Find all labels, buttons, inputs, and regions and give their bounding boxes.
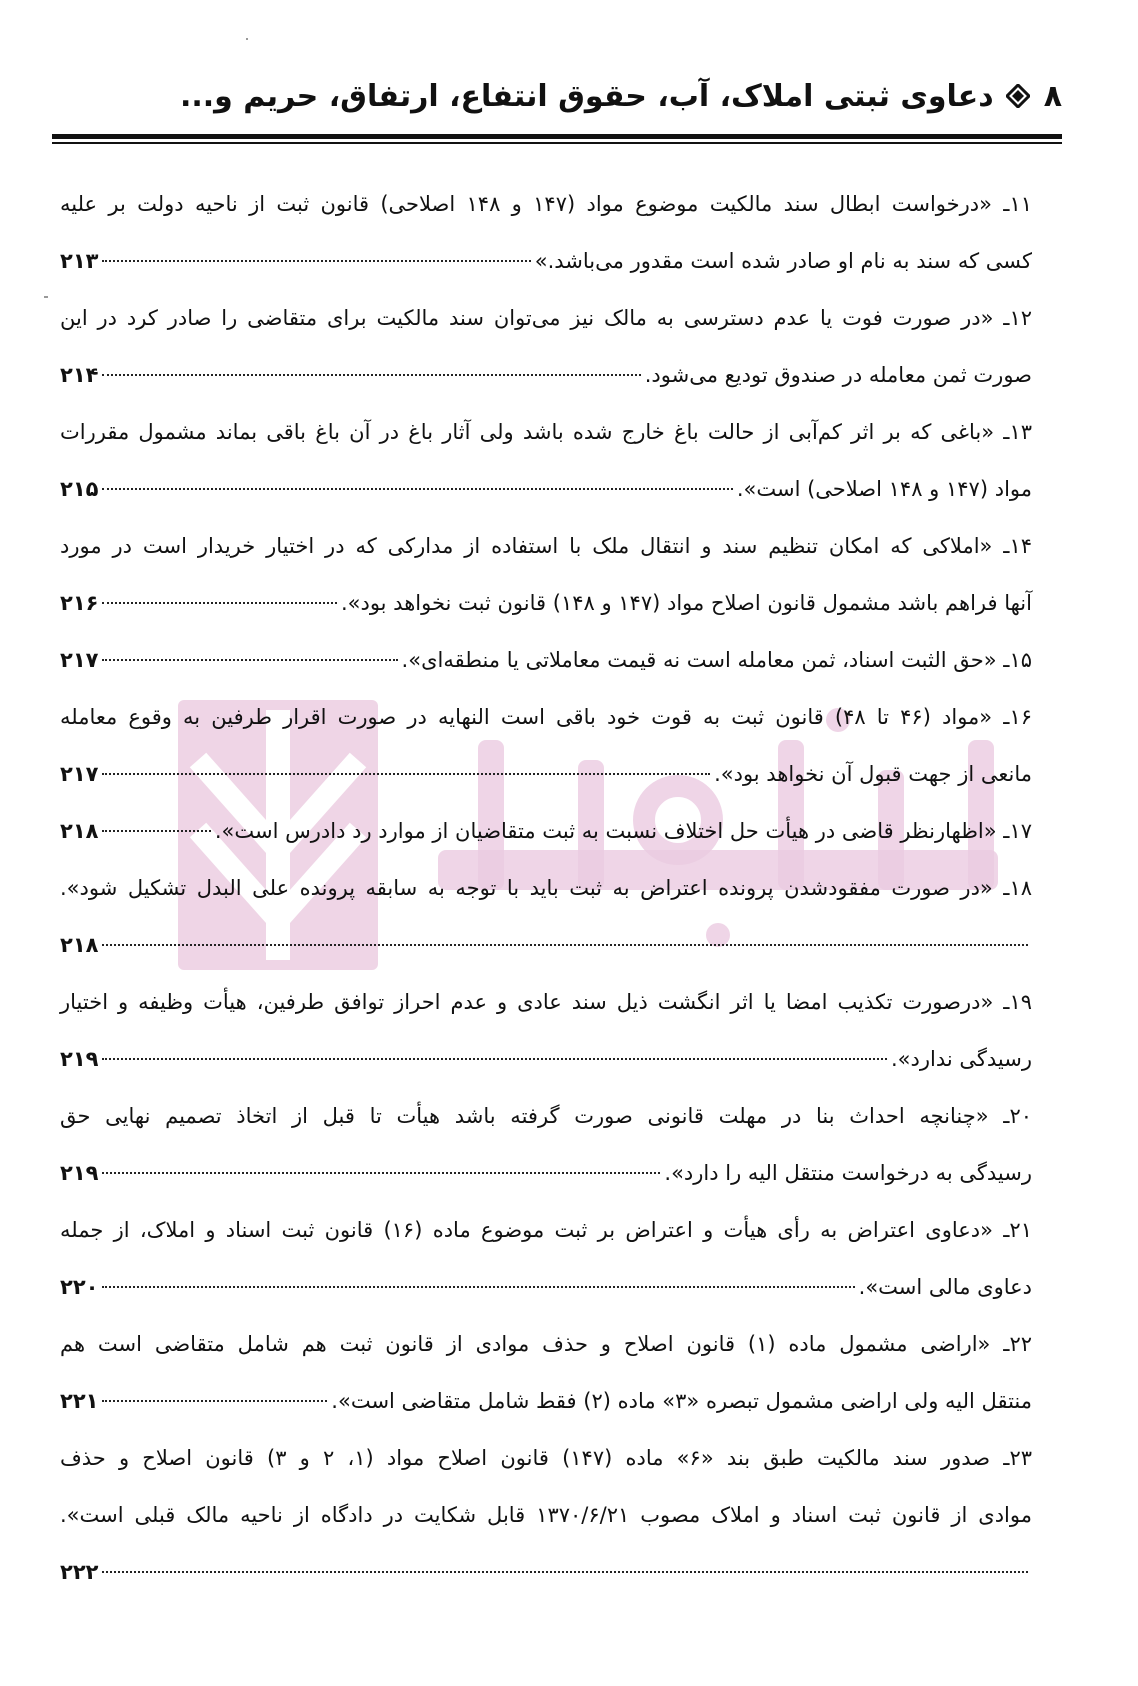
- entry-text: منتقل الیه ولی اراضی مشمول تبصره «۳» ماده (۲) فقط شامل متقاضی است».: [331, 1389, 1032, 1413]
- entry-page-number: ۲۲۰: [60, 1275, 99, 1299]
- scan-speck: [246, 38, 248, 40]
- entry-line: [60, 290, 1032, 347]
- contents-list: [60, 176, 1032, 1601]
- dot-leader: [102, 1400, 327, 1402]
- entry-text: رسیدگی به درخواست منتقل الیه را دارد».: [664, 1161, 1032, 1185]
- entry-text: آنها فراهم باشد مشمول قانون اصلاح مواد (۱۴۷ و ۱۴۸) قانون ثبت نخواهد بود».: [340, 591, 1032, 615]
- contents-entry: [60, 404, 1032, 518]
- contents-entry: [60, 1202, 1032, 1316]
- dot-leader: [102, 1286, 854, 1288]
- entry-page-number: ۲۱۴: [60, 363, 99, 387]
- entry-text: ۲۲ـ «اراضی مشمول ماده (۱) قانون اصلاح و حذف موادی از قانون ثبت هم شامل متقاضی است هم: [60, 1332, 1032, 1356]
- entry-page-number: ۲۱۳: [60, 249, 99, 273]
- entry-line: [60, 1088, 1032, 1145]
- entry-line: [60, 176, 1032, 233]
- entry-page-number: ۲۱۸: [60, 819, 99, 843]
- entry-text: ۱۴ـ «املاکی که امکان تنظیم سند و انتقال ملک با استفاده از مدارکی که در اختیار خریدار است در مورد: [60, 534, 1032, 558]
- entry-text: مانعی از جهت قبول آن نخواهد بود».: [714, 762, 1032, 786]
- contents-entry: [60, 860, 1032, 974]
- contents-entry: [60, 1088, 1032, 1202]
- entry-text: ۲۳ـ صدور سند مالکیت طبق بند «۶» ماده (۱۴۷) قانون اصلاح مواد (۱، ۲ و ۳) قانون اصلاح و حذف: [60, 1446, 1032, 1470]
- running-header: [52, 66, 1062, 126]
- entry-line: [60, 461, 1032, 518]
- entry-line: [60, 746, 1032, 803]
- entry-line: [60, 1373, 1032, 1430]
- entry-line: [60, 860, 1032, 917]
- entry-line: [60, 632, 1032, 689]
- dot-leader: [102, 602, 336, 604]
- header-rule-thin: [52, 142, 1062, 144]
- entry-text: ۱۸ـ «در صورت مفقودشدن پرونده اعتراض به ثبت باید با توجه به سابقه پرونده علی البدل تشکیل شود».: [60, 876, 1032, 900]
- entry-text: ۱۷ـ «اظهارنظر قاضی در هیأت حل اختلاف نسبت به ثبت متقاضیان از موارد رد دادرس است».: [214, 819, 1032, 843]
- entry-line: [60, 233, 1032, 290]
- contents-entry: [60, 518, 1032, 632]
- entry-line: [60, 575, 1032, 632]
- entry-text: ۱۱ـ «درخواست ابطال سند مالکیت موضوع مواد (۱۴۷ و ۱۴۸ اصلاحی) قانون ثبت از ناحیه دولت بر علیه: [60, 192, 1032, 216]
- entry-text: ۲۱ـ «دعاوی اعتراض به رأی هیأت و اعتراض بر ثبت موضوع ماده (۱۶) قانون ثبت اسناد و املاک، از جمله: [60, 1218, 1032, 1242]
- diamond-ornament-icon: [1006, 84, 1030, 108]
- entry-page-number: ۲۱۹: [60, 1047, 99, 1071]
- contents-entry: [60, 974, 1032, 1088]
- entry-page-number: ۲۲۲: [60, 1560, 99, 1584]
- entry-text: ۲۰ـ «چنانچه احداث بنا در مهلت قانونی صورت گرفته باشد هیأت تا قبل از اتخاذ تصمیم نهایی حق: [60, 1104, 1032, 1128]
- contents-entry: [60, 1430, 1032, 1601]
- dot-leader: [102, 773, 710, 775]
- dot-leader: [102, 488, 732, 490]
- dot-leader: [102, 260, 530, 262]
- entry-text: موادی از قانون ثبت اسناد و املاک مصوب ۱۳۷۰/۶/۲۱ قابل شکایت در دادگاه از ناحیه مالک قبلی است».: [60, 1503, 1032, 1527]
- entry-text: ۱۵ـ «حق الثبت اسناد، ثمن معامله است نه قیمت معاملاتی یا منطقه‌ای».: [401, 648, 1032, 672]
- entry-line: [60, 1145, 1032, 1202]
- entry-text: دعاوی مالی است».: [858, 1275, 1032, 1299]
- entry-page-number: ۲۲۱: [60, 1389, 99, 1413]
- entry-line: [60, 803, 1032, 860]
- entry-text: رسیدگی ندارد».: [891, 1047, 1032, 1071]
- entry-page-number: ۲۱۸: [60, 933, 99, 957]
- entry-text: ۱۶ـ «مواد (۴۶ تا ۴۸) قانون ثبت به قوت خود باقی است النهایه در صورت اقرار طرفین به وقوع معامله: [60, 705, 1032, 729]
- contents-entry: [60, 632, 1032, 689]
- entry-line: [60, 347, 1032, 404]
- entry-text: ۱۳ـ «باغی که بر اثر کم‌آبی از حالت باغ خارج شده باشد ولی آثار باغ در آن باغ باقی بماند مشمول مقررات: [60, 420, 1032, 444]
- entry-line: [60, 1259, 1032, 1316]
- entry-line: [60, 1487, 1032, 1544]
- scan-speck: [44, 296, 48, 298]
- contents-entry: [60, 803, 1032, 860]
- entry-line: [60, 1316, 1032, 1373]
- entry-line: [60, 1031, 1032, 1088]
- dot-leader: [102, 1571, 1028, 1573]
- entry-text: ۱۹ـ «درصورت تکذیب امضا یا اثر انگشت ذیل سند عادی و عدم احراز توافق طرفین، هیأت وظیفه و اختیار: [60, 990, 1032, 1014]
- entry-page-number: ۲۱۷: [60, 762, 99, 786]
- entry-page-number: ۲۱۹: [60, 1161, 99, 1185]
- entry-text: صورت ثمن معامله در صندوق تودیع می‌شود.: [644, 363, 1032, 387]
- header-rule-thick: [52, 134, 1062, 139]
- entry-line: [60, 689, 1032, 746]
- entry-line: [60, 1430, 1032, 1487]
- contents-entry: [60, 1316, 1032, 1430]
- entry-text: مواد (۱۴۷ و ۱۴۸ اصلاحی) است».: [736, 477, 1032, 501]
- page-number: ۸: [1043, 78, 1062, 114]
- entry-page-number: ۲۱۶: [60, 591, 99, 615]
- contents-entry: [60, 176, 1032, 290]
- page-title: دعاوی ثبتی املاک، آب، حقوق انتفاع، ارتفاق، حریم و...: [179, 78, 994, 114]
- dot-leader: [102, 830, 210, 832]
- entry-line: [60, 917, 1032, 974]
- entry-line: [60, 1202, 1032, 1259]
- contents-entry: [60, 290, 1032, 404]
- entry-text: کسی که سند به نام او صادر شده است مقدور می‌باشد.»: [534, 249, 1032, 273]
- dot-leader: [102, 1172, 660, 1174]
- dot-leader: [102, 1058, 887, 1060]
- contents-entry: [60, 689, 1032, 803]
- dot-leader: [102, 374, 640, 376]
- entry-text: ۱۲ـ «در صورت فوت یا عدم دسترسی به مالک نیز می‌توان سند مالکیت برای متقاضی را صادر کرد در این: [60, 306, 1032, 330]
- dot-leader: [102, 944, 1028, 946]
- dot-leader: [102, 659, 397, 661]
- entry-line: [60, 404, 1032, 461]
- entry-line: [60, 974, 1032, 1031]
- entry-line: [60, 1544, 1032, 1601]
- entry-page-number: ۲۱۵: [60, 477, 99, 501]
- entry-page-number: ۲۱۷: [60, 648, 99, 672]
- entry-line: [60, 518, 1032, 575]
